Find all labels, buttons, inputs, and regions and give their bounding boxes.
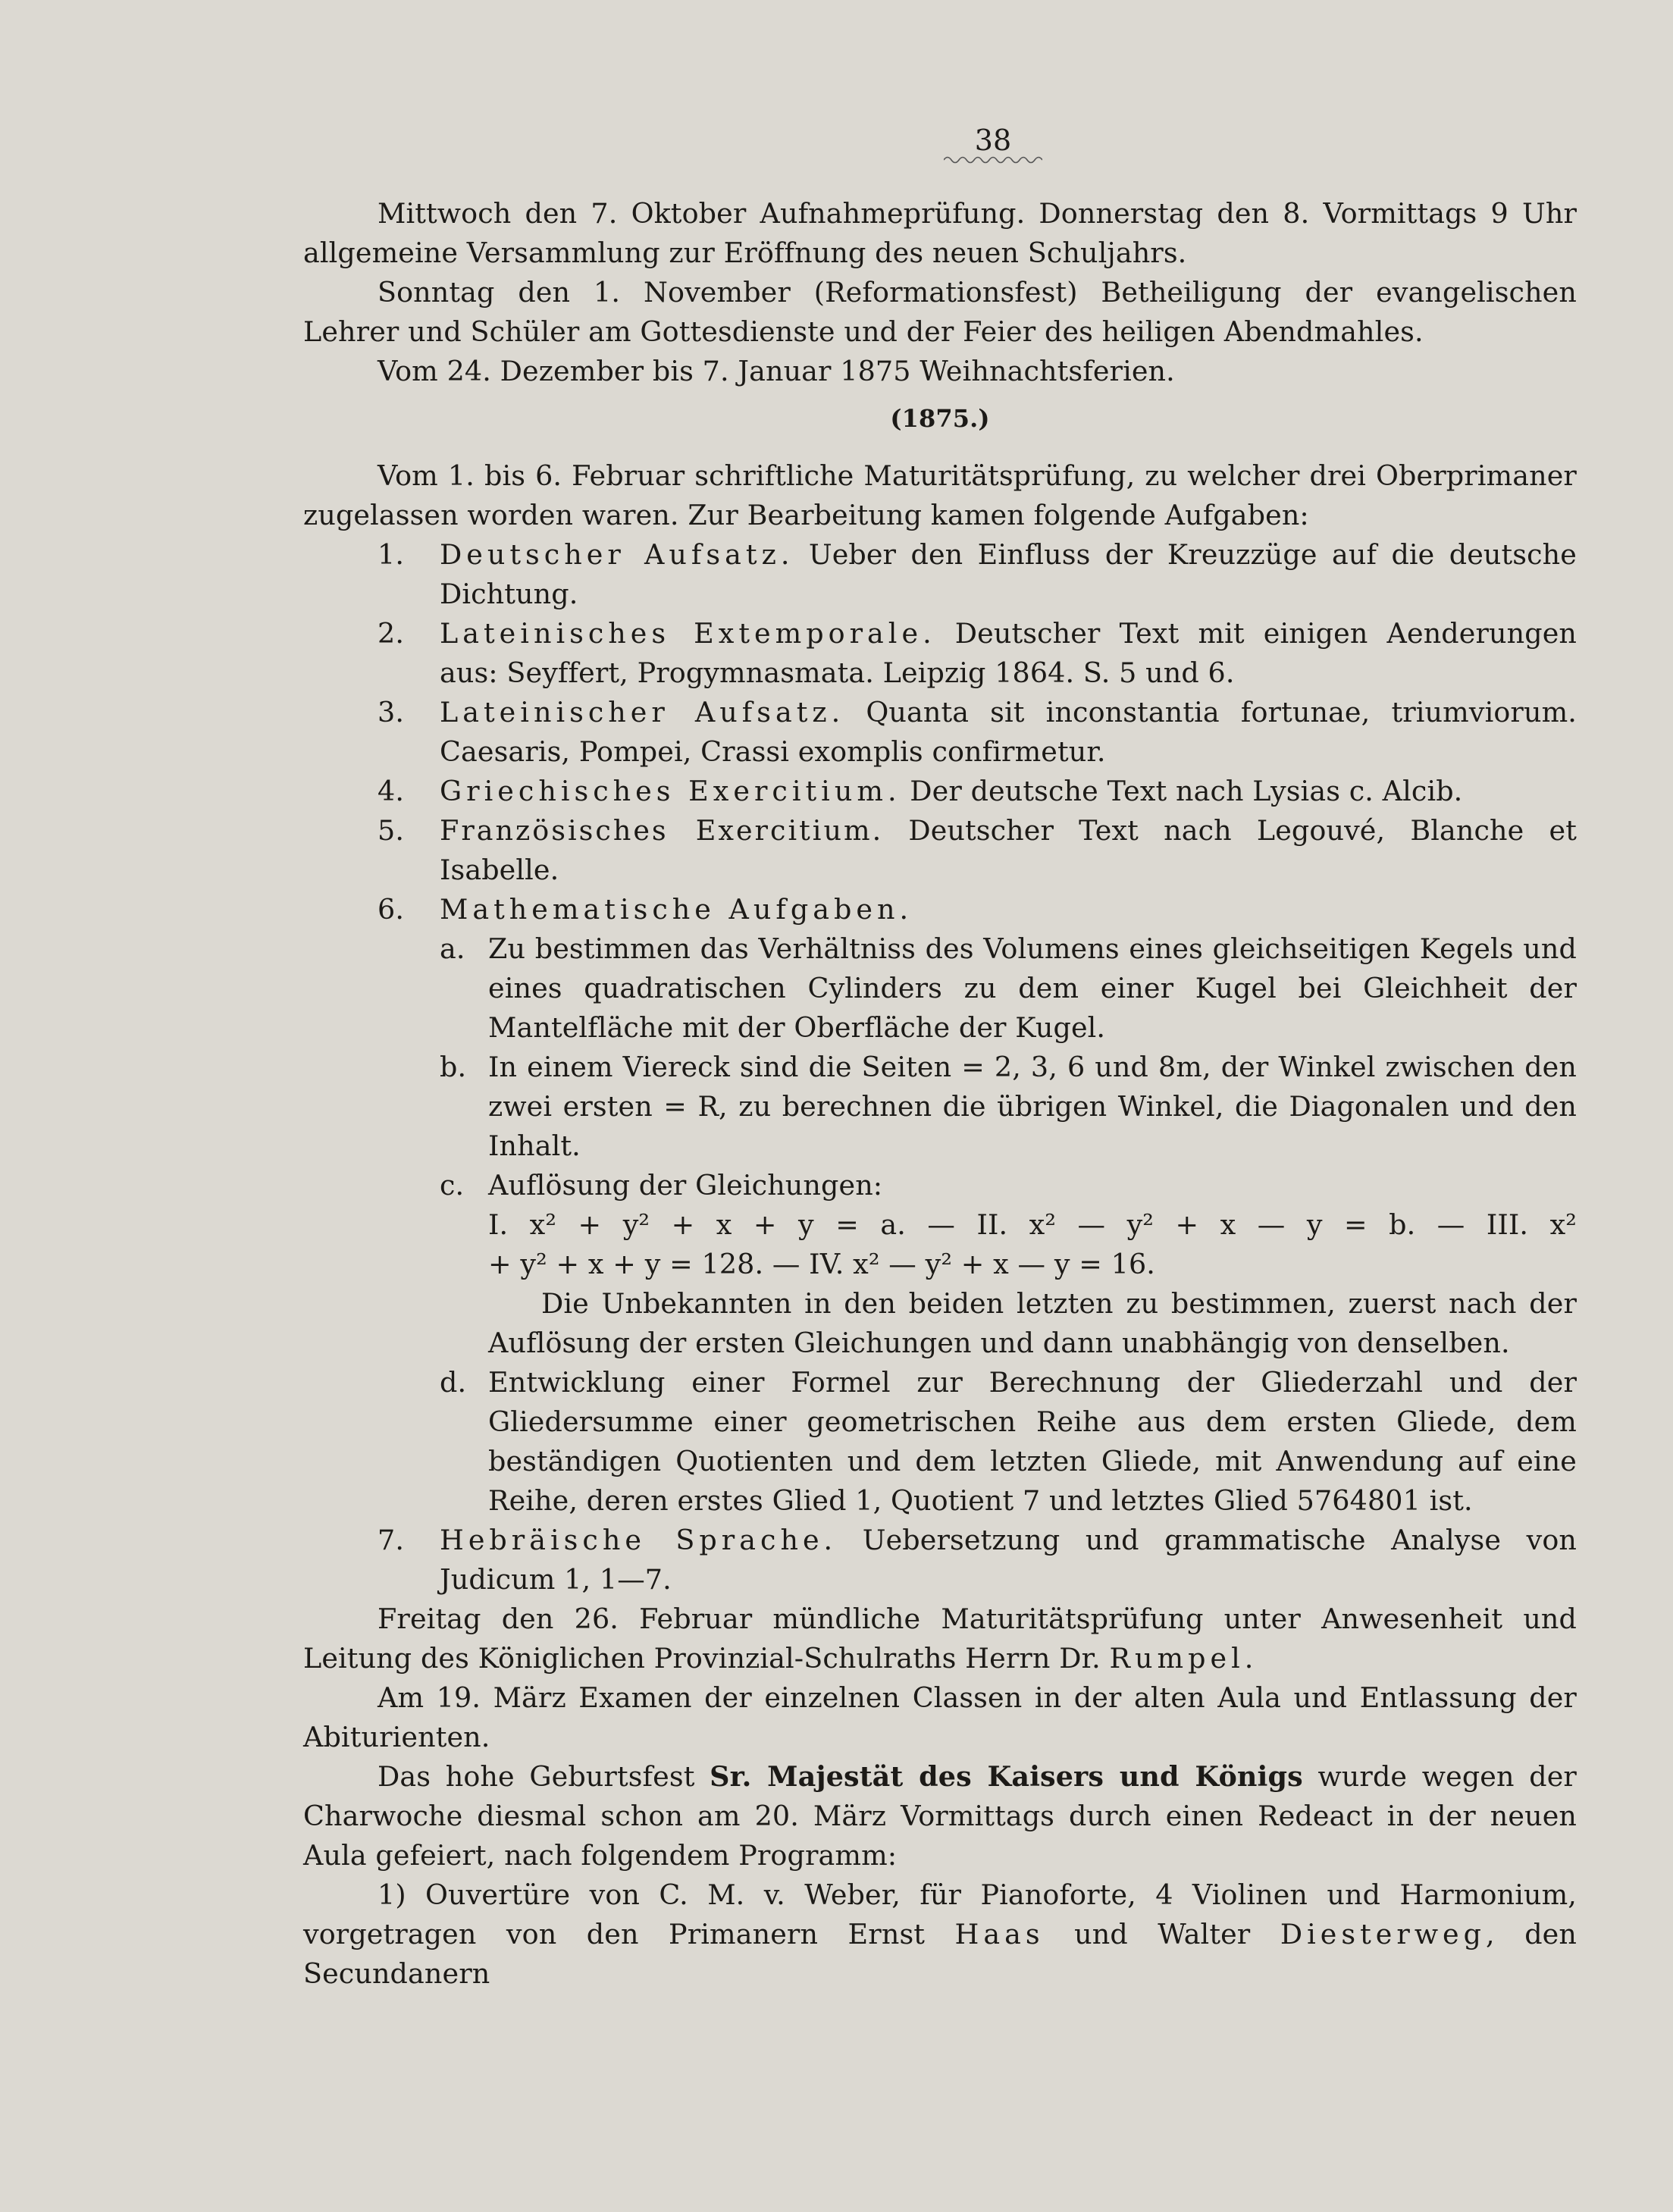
problem-text: Zu bestimmen das Verhältniss des Volumens eines gleichseitigen Kegels und eines quadratischen Cylinders zu dem einer Kugel bei Gleichheit der Mantelfläche mit der Oberfläche der Kugel. (488, 932, 1577, 1044)
task-item (303, 693, 1577, 772)
name-haas: Haas (954, 1918, 1045, 1950)
year-heading: (1875.) (890, 404, 990, 433)
program-item-1-end: , den Secundanern (303, 1918, 1577, 1990)
emperor-title: Sr. Majestät des Kaisers und Königs (710, 1760, 1303, 1793)
task-text: Uebersetzung und grammatische Analyse von Judicum 1, 1—7. (440, 1524, 1577, 1596)
task-text: Deutscher Text nach Legouvé, Blanche et Isabelle. (440, 814, 1577, 886)
math-problem-a (303, 929, 1577, 1048)
name-rumpel: Rumpel (1109, 1642, 1245, 1675)
problem-letter: c. (440, 1169, 465, 1202)
problem-text: Auflösung der Gleichungen: (488, 1169, 883, 1202)
math-problem-c (303, 1166, 1577, 1205)
task-number: 6. (378, 893, 405, 926)
task-title: Deutscher Aufsatz. (440, 538, 794, 571)
task-text: Quanta sit inconstantia fortunae, triumviorum. Caesaris, Pompei, Crassi exomplis confirmetur. (440, 696, 1577, 768)
equation-line-1: I. x² + y² + x + y = a. — II. x² — y² + x — y = b. — III. x² (488, 1208, 1577, 1241)
task-number: 7. (378, 1524, 405, 1556)
paragraph-geburtsfest-text: Das hohe Geburtsfest (378, 1760, 710, 1793)
paragraph-oktober: Mittwoch den 7. Oktober Aufnahmeprüfung. Donnerstag den 8. Vormittags 9 Uhr allgemeine Versammlung zur Eröffnung des neuen Schuljahrs. (303, 197, 1577, 269)
program-item-1 (303, 1875, 1577, 1994)
math-problem-d (303, 1363, 1577, 1521)
page-content (303, 121, 1577, 1994)
task-item (303, 535, 1577, 614)
paragraph-muendlich (303, 1599, 1577, 1678)
paragraph-muendlich-end: . (1244, 1642, 1254, 1675)
program-item-1-text: 1) Ouvertüre von C. M. v. Weber, für Pianoforte, 4 Violinen und Harmonium, vorgetragen von den Primanern Ernst (303, 1878, 1577, 1950)
math-problem-b (303, 1048, 1577, 1166)
task-title: Französisches Exercitium. (440, 814, 884, 847)
equation-line-2: + y² + x + y = 128. — IV. x² — y² + x — y = 16. (488, 1248, 1155, 1280)
name-diesterweg: Diesterweg (1280, 1918, 1487, 1950)
paragraph-examen: Am 19. März Examen der einzelnen Classen in der alten Aula und Entlassung der Abiturienten. (303, 1681, 1577, 1753)
problem-letter: d. (440, 1366, 467, 1399)
task-item (303, 772, 1577, 811)
task-number: 1. (378, 538, 405, 571)
paragraph-geburtsfest (303, 1757, 1577, 1875)
task-text: Deutscher Text mit einigen Aenderungen aus: Seyffert, Progymnasmata. Leipzig 1864. S. 5 und 6. (440, 617, 1577, 689)
task-item (303, 811, 1577, 890)
task-title: Mathematische Aufgaben. (440, 893, 913, 926)
wavy-rule (838, 155, 1042, 167)
task-item (303, 890, 1577, 929)
task-number: 4. (378, 775, 405, 807)
task-title: Griechisches Exercitium. (440, 775, 901, 807)
task-item (303, 614, 1577, 693)
task-number: 3. (378, 696, 405, 728)
problem-letter: a. (440, 932, 465, 965)
task-number: 5. (378, 814, 405, 847)
paragraph-muendlich-text: Freitag den 26. Februar mündliche Maturitätsprüfung unter Anwesenheit und Leitung des Königlichen Provinzial-Schulraths Herrn Dr. (303, 1603, 1577, 1675)
paragraph-geburtsfest-rest: wurde wegen der Charwoche diesmal schon am 20. März Vormittags durch einen Redeact in der neuen Aula gefeiert, nach folgendem Programm: (303, 1760, 1577, 1872)
program-item-1-mid: und Walter (1044, 1918, 1280, 1950)
task-number: 2. (378, 617, 405, 650)
paragraph-november: Sonntag den 1. November (Reformationsfest) Betheiligung der evangelischen Lehrer und Schüler am Gottesdienste und der Feier des heiligen Abendmahles. (303, 276, 1577, 348)
problem-text: In einem Viereck sind die Seiten = 2, 3, 6 und 8m, der Winkel zwischen den zwei ersten = R, zu berechnen die übrigen Winkel, die Diagonalen und den Inhalt. (488, 1051, 1577, 1162)
equation-note: Die Unbekannten in den beiden letzten zu bestimmen, zuerst nach der Auflösung der ersten Gleichungen und dann unabhängig von denselben. (488, 1287, 1577, 1359)
task-title: Hebräische Sprache. (440, 1524, 838, 1556)
task-text: Der deutsche Text nach Lysias c. Alcib. (901, 775, 1463, 807)
problem-letter: b. (440, 1051, 467, 1083)
page-number: 38 (974, 124, 1012, 157)
task-item (303, 1521, 1577, 1599)
problem-text: Entwicklung einer Formel zur Berechnung der Gliederzahl und der Gliedersumme einer geometrischen Reihe aus dem ersten Gliede, dem beständigen Quotienten und dem letzten Gliede, mit Anwendung auf eine Reihe, deren erstes Glied 1, Quotient 7 und letztes Glied 5764801 ist. (488, 1366, 1577, 1517)
task-text: Ueber den Einfluss der Kreuzzüge auf die deutsche Dichtung. (440, 538, 1577, 610)
task-title: Lateinisches Extemporale. (440, 617, 936, 650)
task-title: Lateinischer Aufsatz. (440, 696, 845, 728)
paragraph-weihnachten: Vom 24. Dezember bis 7. Januar 1875 Weihnachtsferien. (378, 355, 1175, 387)
paragraph-maturitaet: Vom 1. bis 6. Februar schriftliche Maturitätsprüfung, zu welcher drei Oberprimaner zugelassen worden waren. Zur Bearbeitung kamen folgende Aufgaben: (303, 459, 1577, 531)
